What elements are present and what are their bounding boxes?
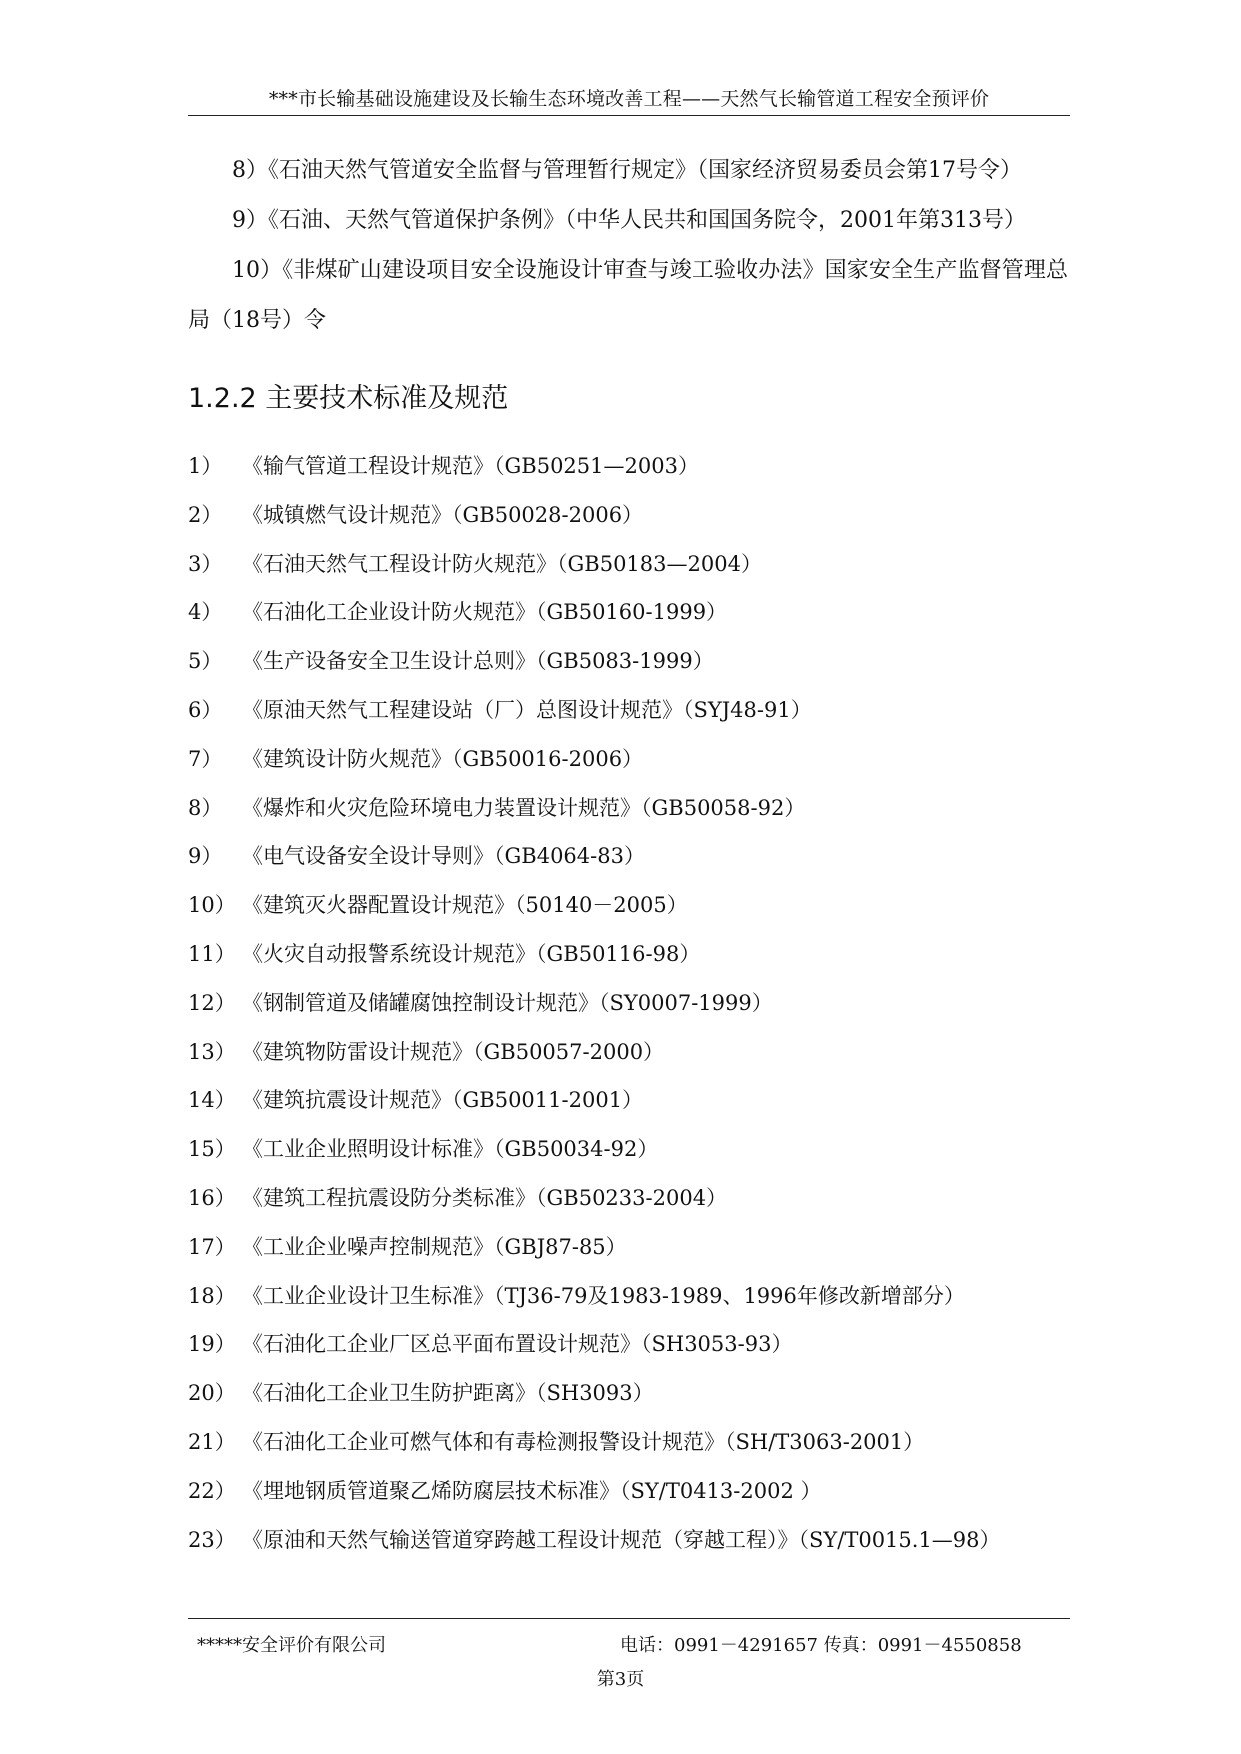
list-item-number: 11） <box>188 941 236 966</box>
list-item-number: 20） <box>188 1381 236 1406</box>
list-item <box>188 1320 1068 1369</box>
list-item <box>188 1125 1068 1174</box>
document-body <box>188 146 1068 1564</box>
list-item-text: 《爆炸和火灾危险环境电力装置设计规范》（GB50058-92） <box>242 795 806 820</box>
list-item <box>188 540 1068 589</box>
regulation-item-9: 9）《石油、天然气管道保护条例》（中华人民共和国国务院令，2001年第313号） <box>232 208 1026 233</box>
list-item-text: 《建筑物防雷设计规范》（GB50057-2000） <box>242 1039 665 1064</box>
list-item <box>188 832 1068 881</box>
list-item-text: 《电气设备安全设计导则》（GB4064-83） <box>242 844 645 869</box>
list-item-text: 《石油化工企业可燃气体和有毒检测报警设计规范》（SH/T3063-2001） <box>242 1429 925 1454</box>
list-item-number: 21） <box>188 1429 236 1454</box>
list-item-text: 《石油化工企业厂区总平面布置设计规范》（SH3053-93） <box>242 1332 793 1357</box>
list-item-number: 10） <box>188 893 236 918</box>
list-item <box>188 1369 1068 1418</box>
list-item <box>188 1174 1068 1223</box>
standards-list <box>188 442 1068 1564</box>
page-header-title: ***市长输基础设施建设及长输生态环境改善工程——天然气长输管道工程安全预评价 <box>268 88 990 110</box>
list-item-text: 《建筑设计防火规范》（GB50016-2006） <box>242 746 644 771</box>
list-item-number: 12） <box>188 990 236 1015</box>
list-item-number: 6） <box>188 697 223 722</box>
footer-contact: 电话：0991－4291657 传真：0991－4550858 <box>620 1635 1022 1656</box>
regulation-item-8: 8）《石油天然气管道安全监督与管理暂行规定》（国家经济贸易委员会第17号令） <box>232 158 1022 183</box>
page-number: 第3页 <box>596 1669 645 1690</box>
list-item <box>188 588 1068 637</box>
list-item-number: 3） <box>188 551 223 576</box>
list-item <box>188 1516 1068 1565</box>
list-item <box>188 637 1068 686</box>
list-item-text: 《工业企业照明设计标准》（GB50034-92） <box>242 1137 659 1162</box>
list-item-text: 《生产设备安全卫生设计总则》（GB5083-1999） <box>242 649 714 674</box>
list-item-text: 《建筑抗震设计规范》（GB50011-2001） <box>242 1088 644 1113</box>
list-item-number: 23） <box>188 1527 236 1552</box>
footer-company: *****安全评价有限公司 <box>197 1635 386 1656</box>
list-item <box>188 1418 1068 1467</box>
list-item-text: 《火灾自动报警系统设计规范》（GB50116-98） <box>242 941 701 966</box>
list-item <box>188 735 1068 784</box>
list-item-text: 《输气管道工程设计规范》（GB50251—2003） <box>242 454 699 478</box>
list-item-text: 《建筑工程抗震设防分类标准》（GB50233-2004） <box>242 1185 728 1210</box>
list-item-text: 《建筑灭火器配置设计规范》（50140－2005） <box>242 893 688 918</box>
list-item <box>188 1223 1068 1272</box>
list-item <box>188 784 1068 833</box>
list-item-number: 18） <box>188 1283 236 1308</box>
section-heading: 1.2.2 主要技术标准及规范 <box>188 383 509 414</box>
list-item-text: 《石油化工企业设计防火规范》（GB50160-1999） <box>242 600 728 625</box>
list-item <box>188 491 1068 540</box>
list-item <box>188 881 1068 930</box>
list-item-text: 《工业企业噪声控制规范》（GBJ87-85） <box>242 1234 627 1259</box>
list-item-number: 7） <box>188 746 223 771</box>
list-item-text: 《原油和天然气输送管道穿跨越工程设计规范（穿越工程）》（SY/T0015.1—98） <box>242 1527 1001 1552</box>
list-item-number: 16） <box>188 1185 236 1210</box>
list-item <box>188 686 1068 735</box>
list-item-number: 5） <box>188 649 223 674</box>
header-divider <box>188 115 1070 116</box>
list-item-text: 《工业企业设计卫生标准》（TJ36-79及1983-1989、1996年修改新增部分） <box>242 1283 965 1308</box>
list-item-text: 《钢制管道及储罐腐蚀控制设计规范》（SY0007-1999） <box>242 990 773 1015</box>
list-item-number: 1） <box>188 454 223 478</box>
list-item <box>188 1076 1068 1125</box>
list-item <box>188 1028 1068 1077</box>
list-item-text: 《城镇燃气设计规范》（GB50028-2006） <box>242 502 644 527</box>
list-item <box>188 1467 1068 1516</box>
list-item-number: 8） <box>188 795 223 820</box>
list-item-number: 14） <box>188 1088 236 1113</box>
list-item-text: 《埋地钢质管道聚乙烯防腐层技术标准》（SY/T0413-2002 ） <box>242 1478 822 1503</box>
list-item-number: 2） <box>188 502 223 527</box>
list-item-number: 22） <box>188 1478 236 1503</box>
list-item-number: 4） <box>188 600 223 625</box>
list-item <box>188 442 1068 491</box>
regulation-item-10: 10）《非煤矿山建设项目安全设施设计审查与竣工验收办法》国家安全生产监督管理总局（18号）令 <box>188 258 1068 333</box>
list-item-text: 《石油天然气工程设计防火规范》（GB50183—2004） <box>242 551 762 576</box>
list-item <box>188 1272 1068 1321</box>
list-item-number: 19） <box>188 1332 236 1357</box>
list-item-text: 《石油化工企业卫生防护距离》（SH3093） <box>242 1381 654 1406</box>
list-item <box>188 979 1068 1028</box>
list-item-number: 17） <box>188 1234 236 1259</box>
footer-divider <box>188 1618 1070 1619</box>
list-item-number: 13） <box>188 1039 236 1064</box>
list-item-text: 《原油天然气工程建设站（厂）总图设计规范》（SYJ48-91） <box>242 697 812 722</box>
list-item-number: 15） <box>188 1137 236 1162</box>
list-item <box>188 930 1068 979</box>
list-item-number: 9） <box>188 844 223 869</box>
